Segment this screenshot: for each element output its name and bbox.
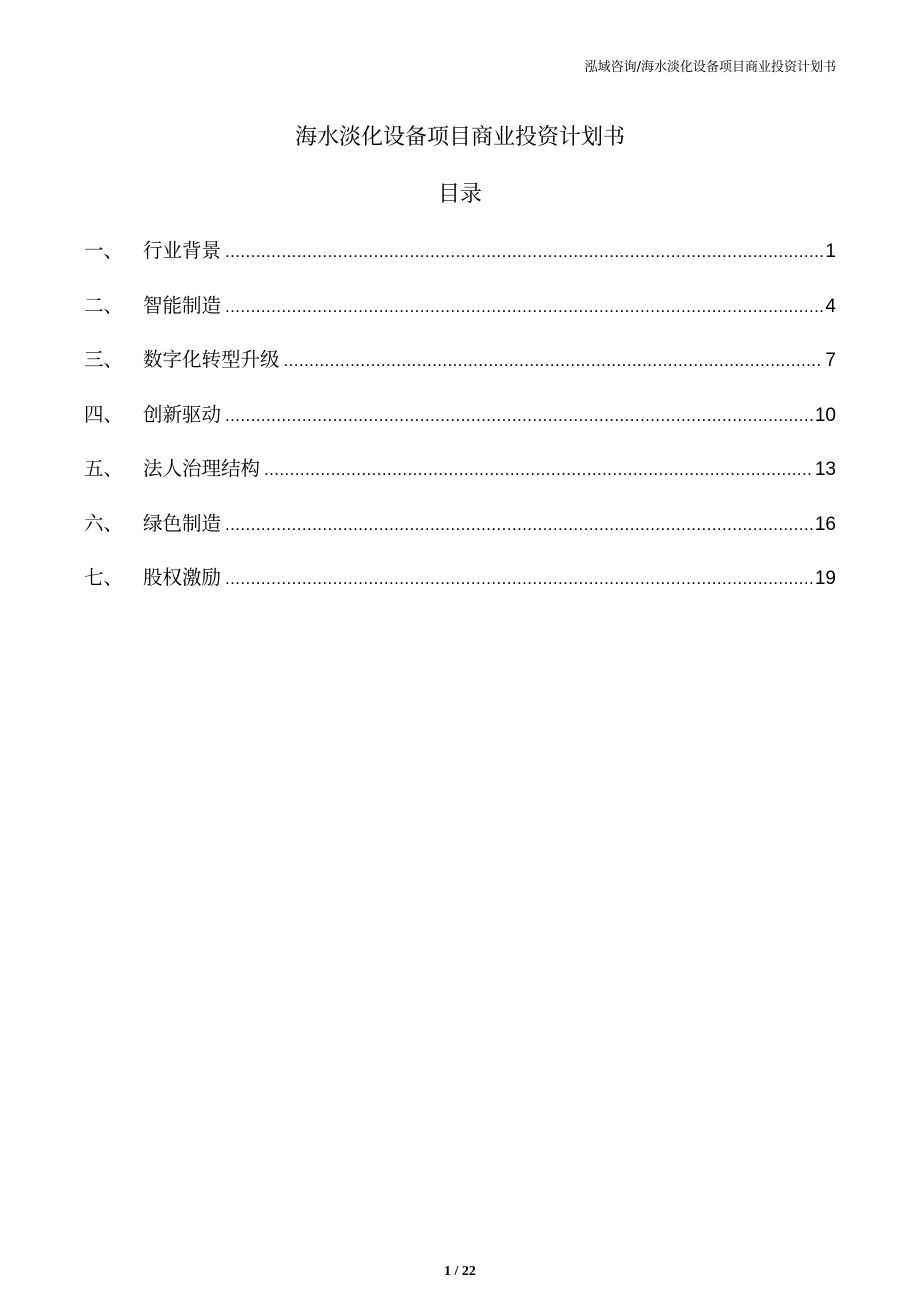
- running-header: 泓域咨询/海水淡化设备项目商业投资计划书: [584, 60, 836, 75]
- toc-entry-number: 四、: [84, 402, 124, 426]
- page-indicator: 1 / 22: [444, 1264, 476, 1279]
- toc-entry-page: 4: [825, 295, 836, 317]
- toc-entry-label: 绿色制造: [143, 511, 222, 535]
- toc-heading: 目录: [437, 182, 482, 207]
- toc-entry-page: 13: [814, 459, 836, 480]
- toc-entry-label: 数字化转型升级: [143, 348, 280, 371]
- toc-entry-label: 行业背景: [143, 239, 222, 262]
- toc-entry[interactable]: [84, 346, 836, 401]
- toc-entry-number: 二、: [84, 293, 124, 317]
- toc-entry[interactable]: [84, 510, 836, 565]
- toc-entry-number: 七、: [84, 566, 124, 589]
- toc-leader-dots: [225, 293, 823, 321]
- toc-entry-label: 法人治理结构: [143, 457, 261, 480]
- toc-leader-dots: [225, 565, 813, 593]
- toc-entry-page: 10: [814, 404, 836, 426]
- toc-entry-number: 三、: [84, 348, 124, 371]
- toc-entry[interactable]: [84, 455, 836, 510]
- toc-entry-label: 股权激励: [143, 566, 222, 589]
- toc-leader-dots: [225, 511, 813, 539]
- toc-entry[interactable]: [84, 401, 836, 456]
- toc-entry-page: 19: [814, 568, 836, 589]
- toc-entry-page: 16: [814, 513, 836, 535]
- table-of-contents: [84, 237, 836, 619]
- toc-entry-label: 智能制造: [143, 293, 222, 317]
- toc-entry-number: 五、: [84, 457, 124, 480]
- toc-entry[interactable]: [84, 564, 836, 619]
- toc-leader-dots: [225, 238, 823, 266]
- document-title: 海水淡化设备项目商业投资计划书: [294, 125, 625, 150]
- toc-leader-dots: [284, 347, 824, 375]
- toc-entry-label: 创新驱动: [143, 402, 222, 426]
- toc-entry-page: 1: [825, 241, 836, 262]
- toc-leader-dots: [225, 402, 813, 430]
- toc-entry[interactable]: [84, 237, 836, 292]
- toc-entry[interactable]: [84, 292, 836, 347]
- toc-leader-dots: [264, 456, 813, 484]
- toc-entry-number: 一、: [84, 239, 124, 262]
- toc-entry-page: 7: [825, 350, 836, 371]
- toc-entry-number: 六、: [84, 511, 124, 535]
